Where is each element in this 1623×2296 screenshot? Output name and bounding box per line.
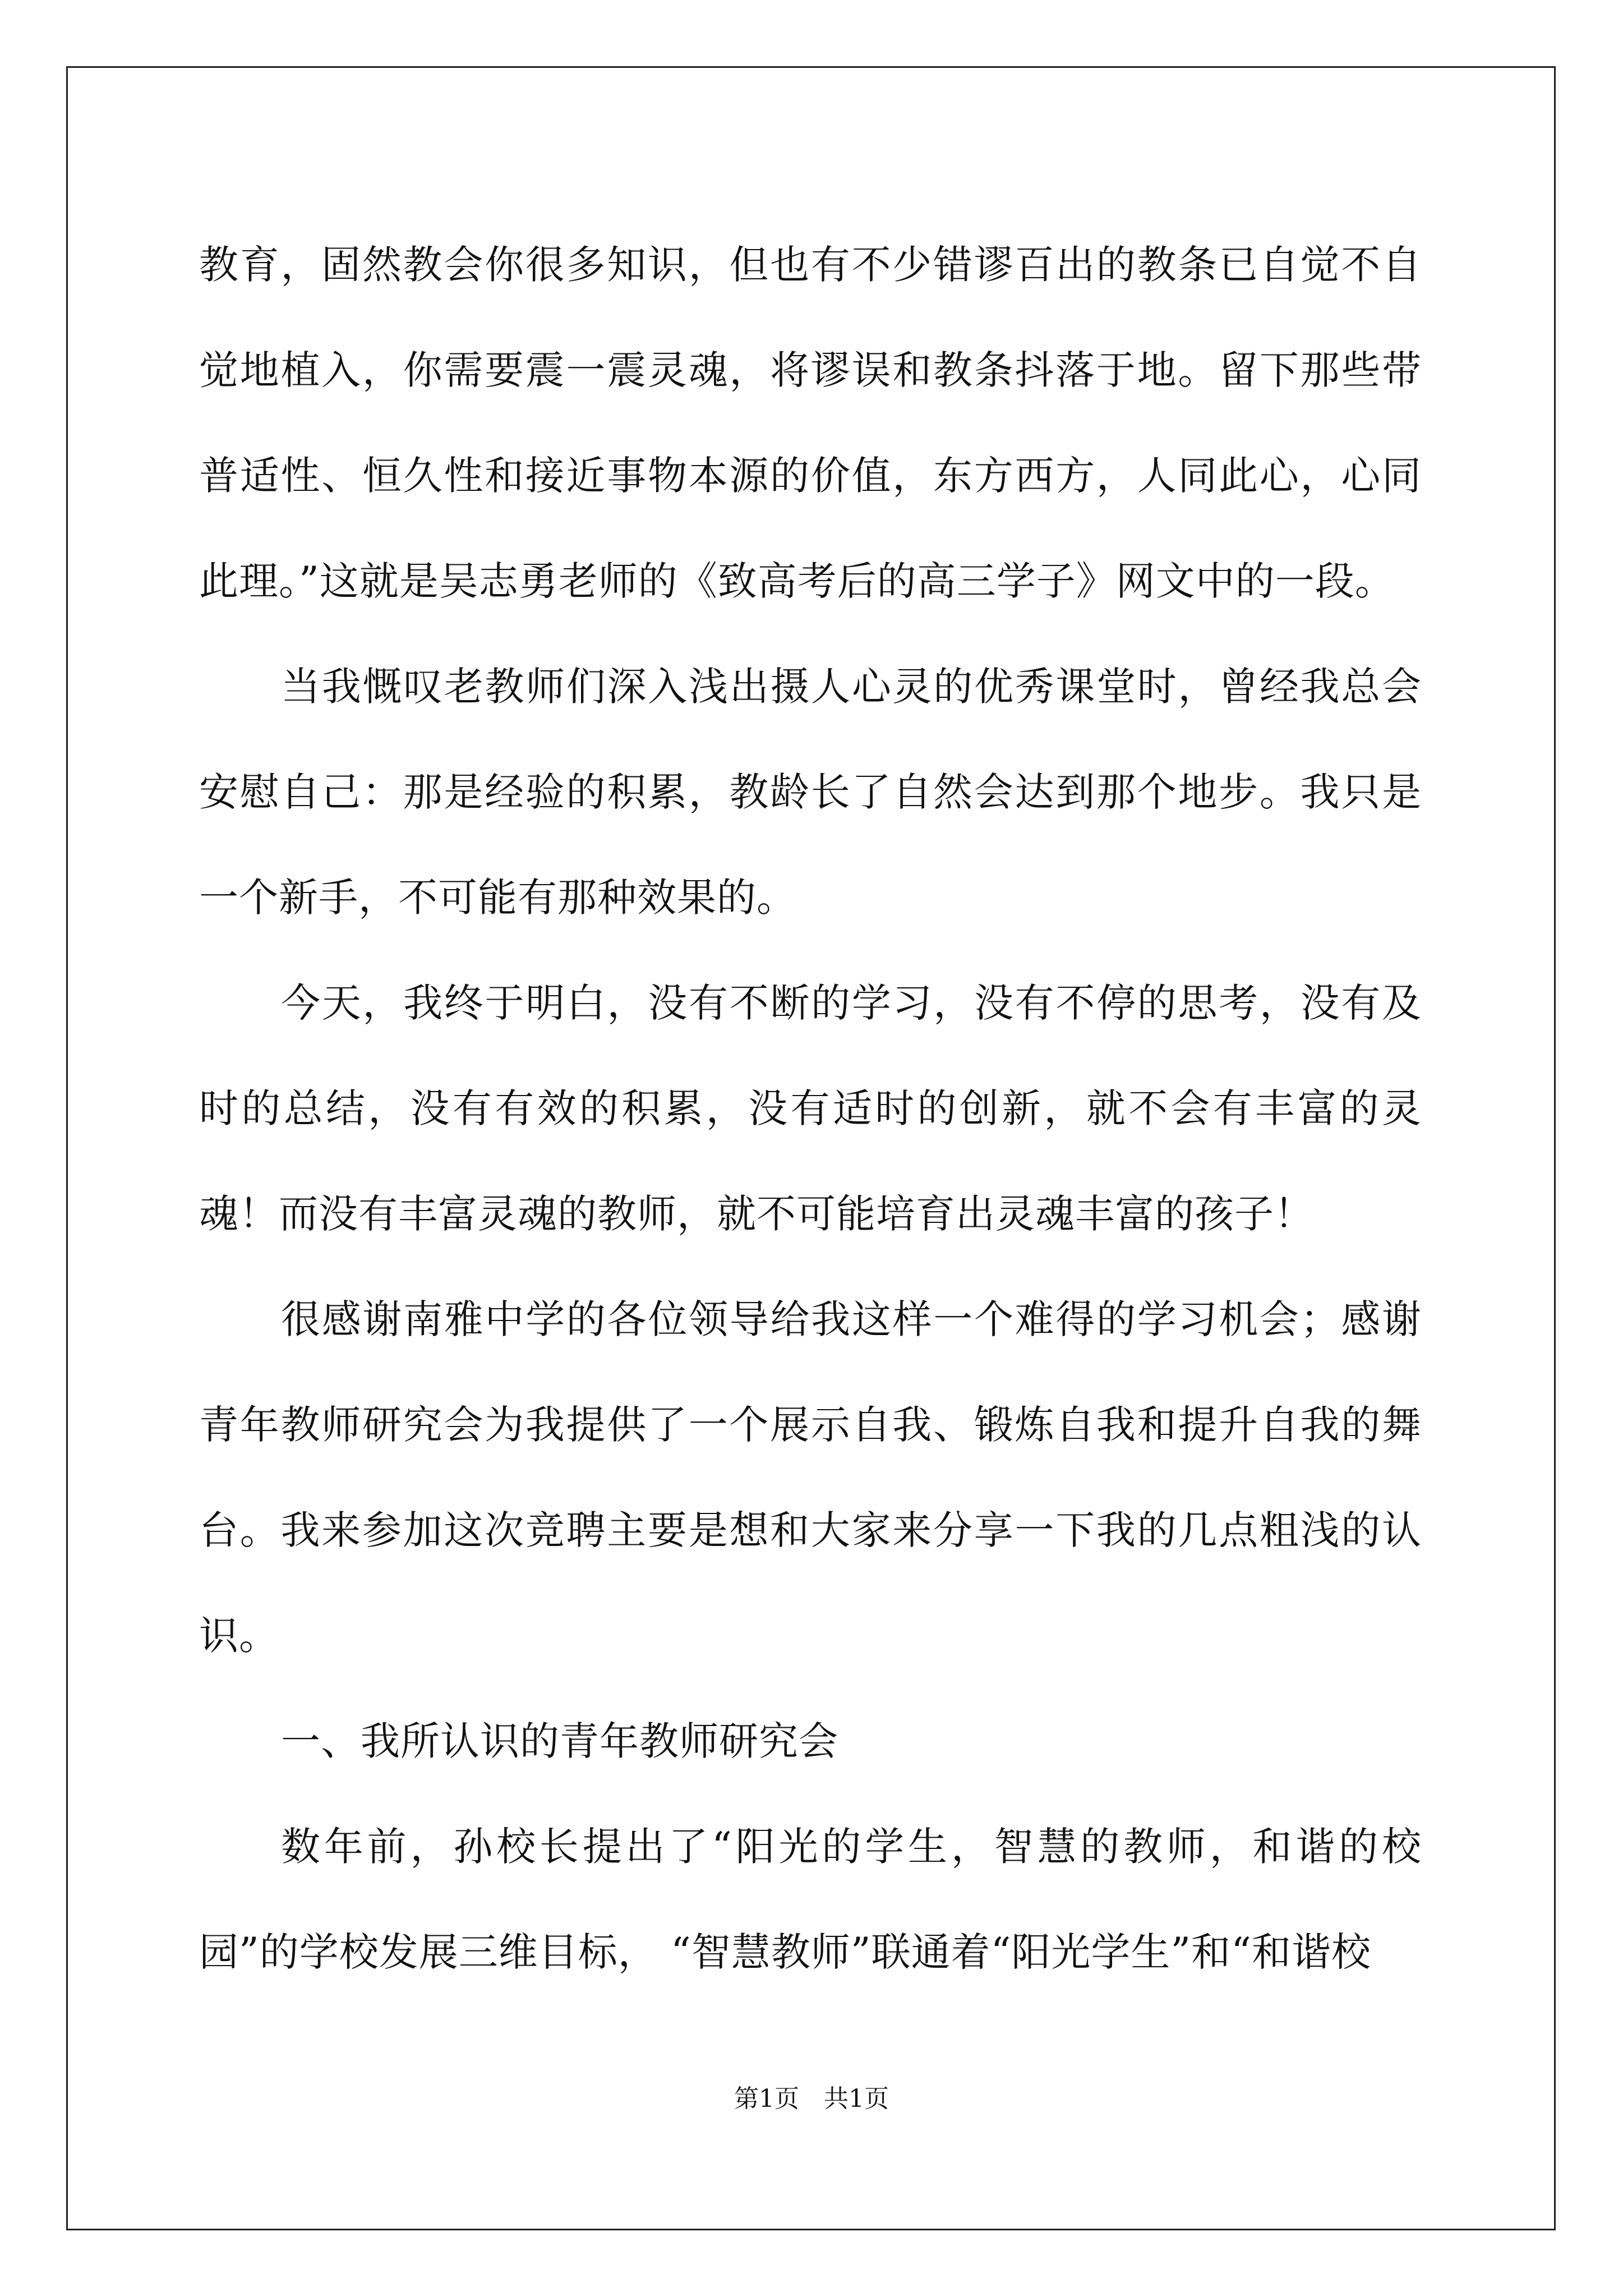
paragraph-3: 今天，我终于明白，没有不断的学习，没有不停的思考，没有及时的总结，没有有效的积累，没有适时的创新，就不会有丰富的灵魂！而没有丰富灵魂的教师，就不可能培育出灵魂丰富的孩子！ bbox=[199, 980, 1422, 1237]
paragraph-4: 很感谢南雅中学的各位领导给我这样一个难得的学习机会；感谢青年教师研究会为我提供了一个展示自我、锻炼自我和提升自我的舞台。我来参加这次竞聘主要是想和大家来分享一下我的几点粗浅的认识。 bbox=[199, 1296, 1422, 1659]
document-body bbox=[199, 212, 1422, 2005]
paragraph-1: 教育，固然教会你很多知识，但也有不少错谬百出的教条已自觉不自觉地植入，你需要震一震灵魂，将谬误和教条抖落于地。留下那些带普适性、恒久性和接近事物本源的价值，东方西方，人同此心，心同此理。”这就是吴志勇老师的《致高考后的高三学子》网文中的一段。 bbox=[199, 242, 1422, 604]
section-heading: 一、我所认识的青年教师研究会 bbox=[281, 1718, 838, 1764]
paragraph-5: 数年前，孙校长提出了“阳光的学生，智慧的教师，和谐的校园”的学校发展三维目标， “智慧教师”联通着“阳光学生”和“和谐校 bbox=[199, 1824, 1422, 1975]
paragraph-2: 当我慨叹老教师们深入浅出摄人心灵的优秀课堂时，曾经我总会安慰自己：那是经验的积累，教龄长了自然会达到那个地步。我只是一个新手，不可能有那种效果的。 bbox=[199, 664, 1422, 921]
page-number: 第1页 共1页 bbox=[734, 2085, 889, 2113]
